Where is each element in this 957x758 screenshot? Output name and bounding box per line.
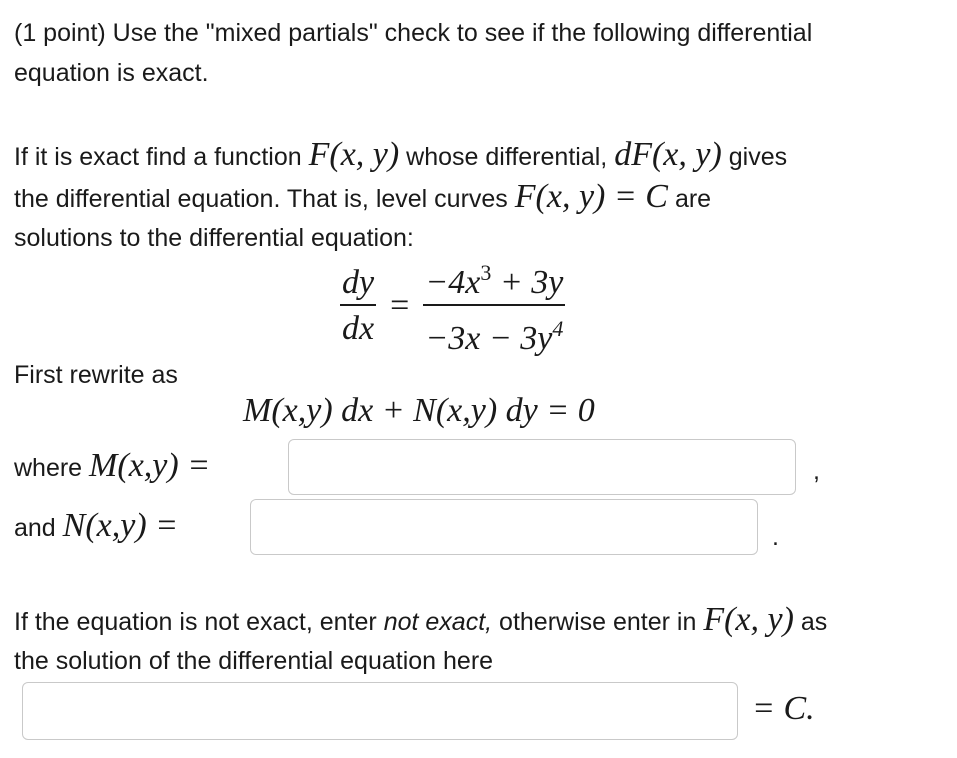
where-label bbox=[14, 447, 211, 484]
paragraph-line-2 bbox=[14, 178, 712, 215]
rhs-denominator-terms: −3x − 3y bbox=[425, 320, 553, 357]
f-answer-input[interactable] bbox=[22, 682, 738, 740]
comma-punct: , bbox=[813, 457, 820, 485]
final-text: otherwise enter in bbox=[499, 608, 697, 636]
rhs-numerator-term-b: + 3y bbox=[491, 264, 564, 301]
paragraph-text: If it is exact find a function bbox=[14, 143, 302, 171]
equals-C-suffix: = C. bbox=[752, 690, 815, 727]
final-text: as bbox=[800, 608, 828, 636]
final-line-1 bbox=[14, 601, 828, 638]
final-text: If the equation is not exact, enter bbox=[14, 608, 377, 636]
rhs-denominator bbox=[423, 309, 565, 359]
rewrite-equation: M(x,y) dx + N(x,y) dy = 0 bbox=[243, 392, 595, 429]
rhs-numerator bbox=[423, 253, 565, 303]
paragraph-text: are bbox=[674, 185, 712, 213]
final-italic-text: not exact, bbox=[383, 608, 493, 636]
fraction-bar bbox=[423, 304, 565, 306]
lhs-fraction bbox=[340, 263, 376, 349]
where-text: where bbox=[14, 454, 83, 482]
final-line-2: the solution of the differential equation here bbox=[14, 647, 494, 675]
paragraph-text: whose differential, bbox=[406, 143, 608, 171]
rewrite-label: First rewrite as bbox=[14, 361, 178, 389]
and-text: and bbox=[14, 514, 56, 542]
math-dF-of-xy: dF(x, y) bbox=[614, 136, 722, 173]
rhs-denominator-exponent: 4 bbox=[552, 316, 564, 341]
fraction-bar bbox=[340, 304, 376, 306]
math-N-of-xy: N(x,y) = bbox=[62, 507, 179, 544]
paragraph-text: the differential equation. That is, level curves bbox=[14, 185, 508, 213]
lhs-denominator: dx bbox=[342, 310, 375, 347]
lhs-numerator: dy bbox=[342, 264, 375, 301]
m-answer-input[interactable] bbox=[288, 439, 796, 495]
rhs-fraction bbox=[423, 253, 565, 359]
paragraph-line-3: solutions to the differential equation: bbox=[14, 224, 414, 252]
intro-line-2: equation is exact. bbox=[14, 59, 209, 87]
math-F-of-xy: F(x, y) bbox=[308, 136, 400, 173]
paragraph-line-1 bbox=[14, 136, 788, 173]
rhs-numerator-term-a: −4x bbox=[425, 264, 481, 301]
differential-equation bbox=[340, 258, 565, 357]
rhs-numerator-exponent: 3 bbox=[480, 260, 492, 285]
intro-line-1: (1 point) Use the "mixed partials" check to see if the following differential bbox=[14, 19, 813, 47]
math-level-curve: F(x, y) = C bbox=[514, 178, 668, 215]
period-punct: . bbox=[772, 523, 779, 551]
paragraph-text: gives bbox=[728, 143, 788, 171]
equals-sign: = bbox=[390, 287, 410, 324]
math-M-of-xy: M(x,y) = bbox=[89, 447, 211, 484]
and-label bbox=[14, 507, 179, 544]
math-F-of-xy: F(x, y) bbox=[703, 601, 794, 638]
n-answer-input[interactable] bbox=[250, 499, 758, 555]
